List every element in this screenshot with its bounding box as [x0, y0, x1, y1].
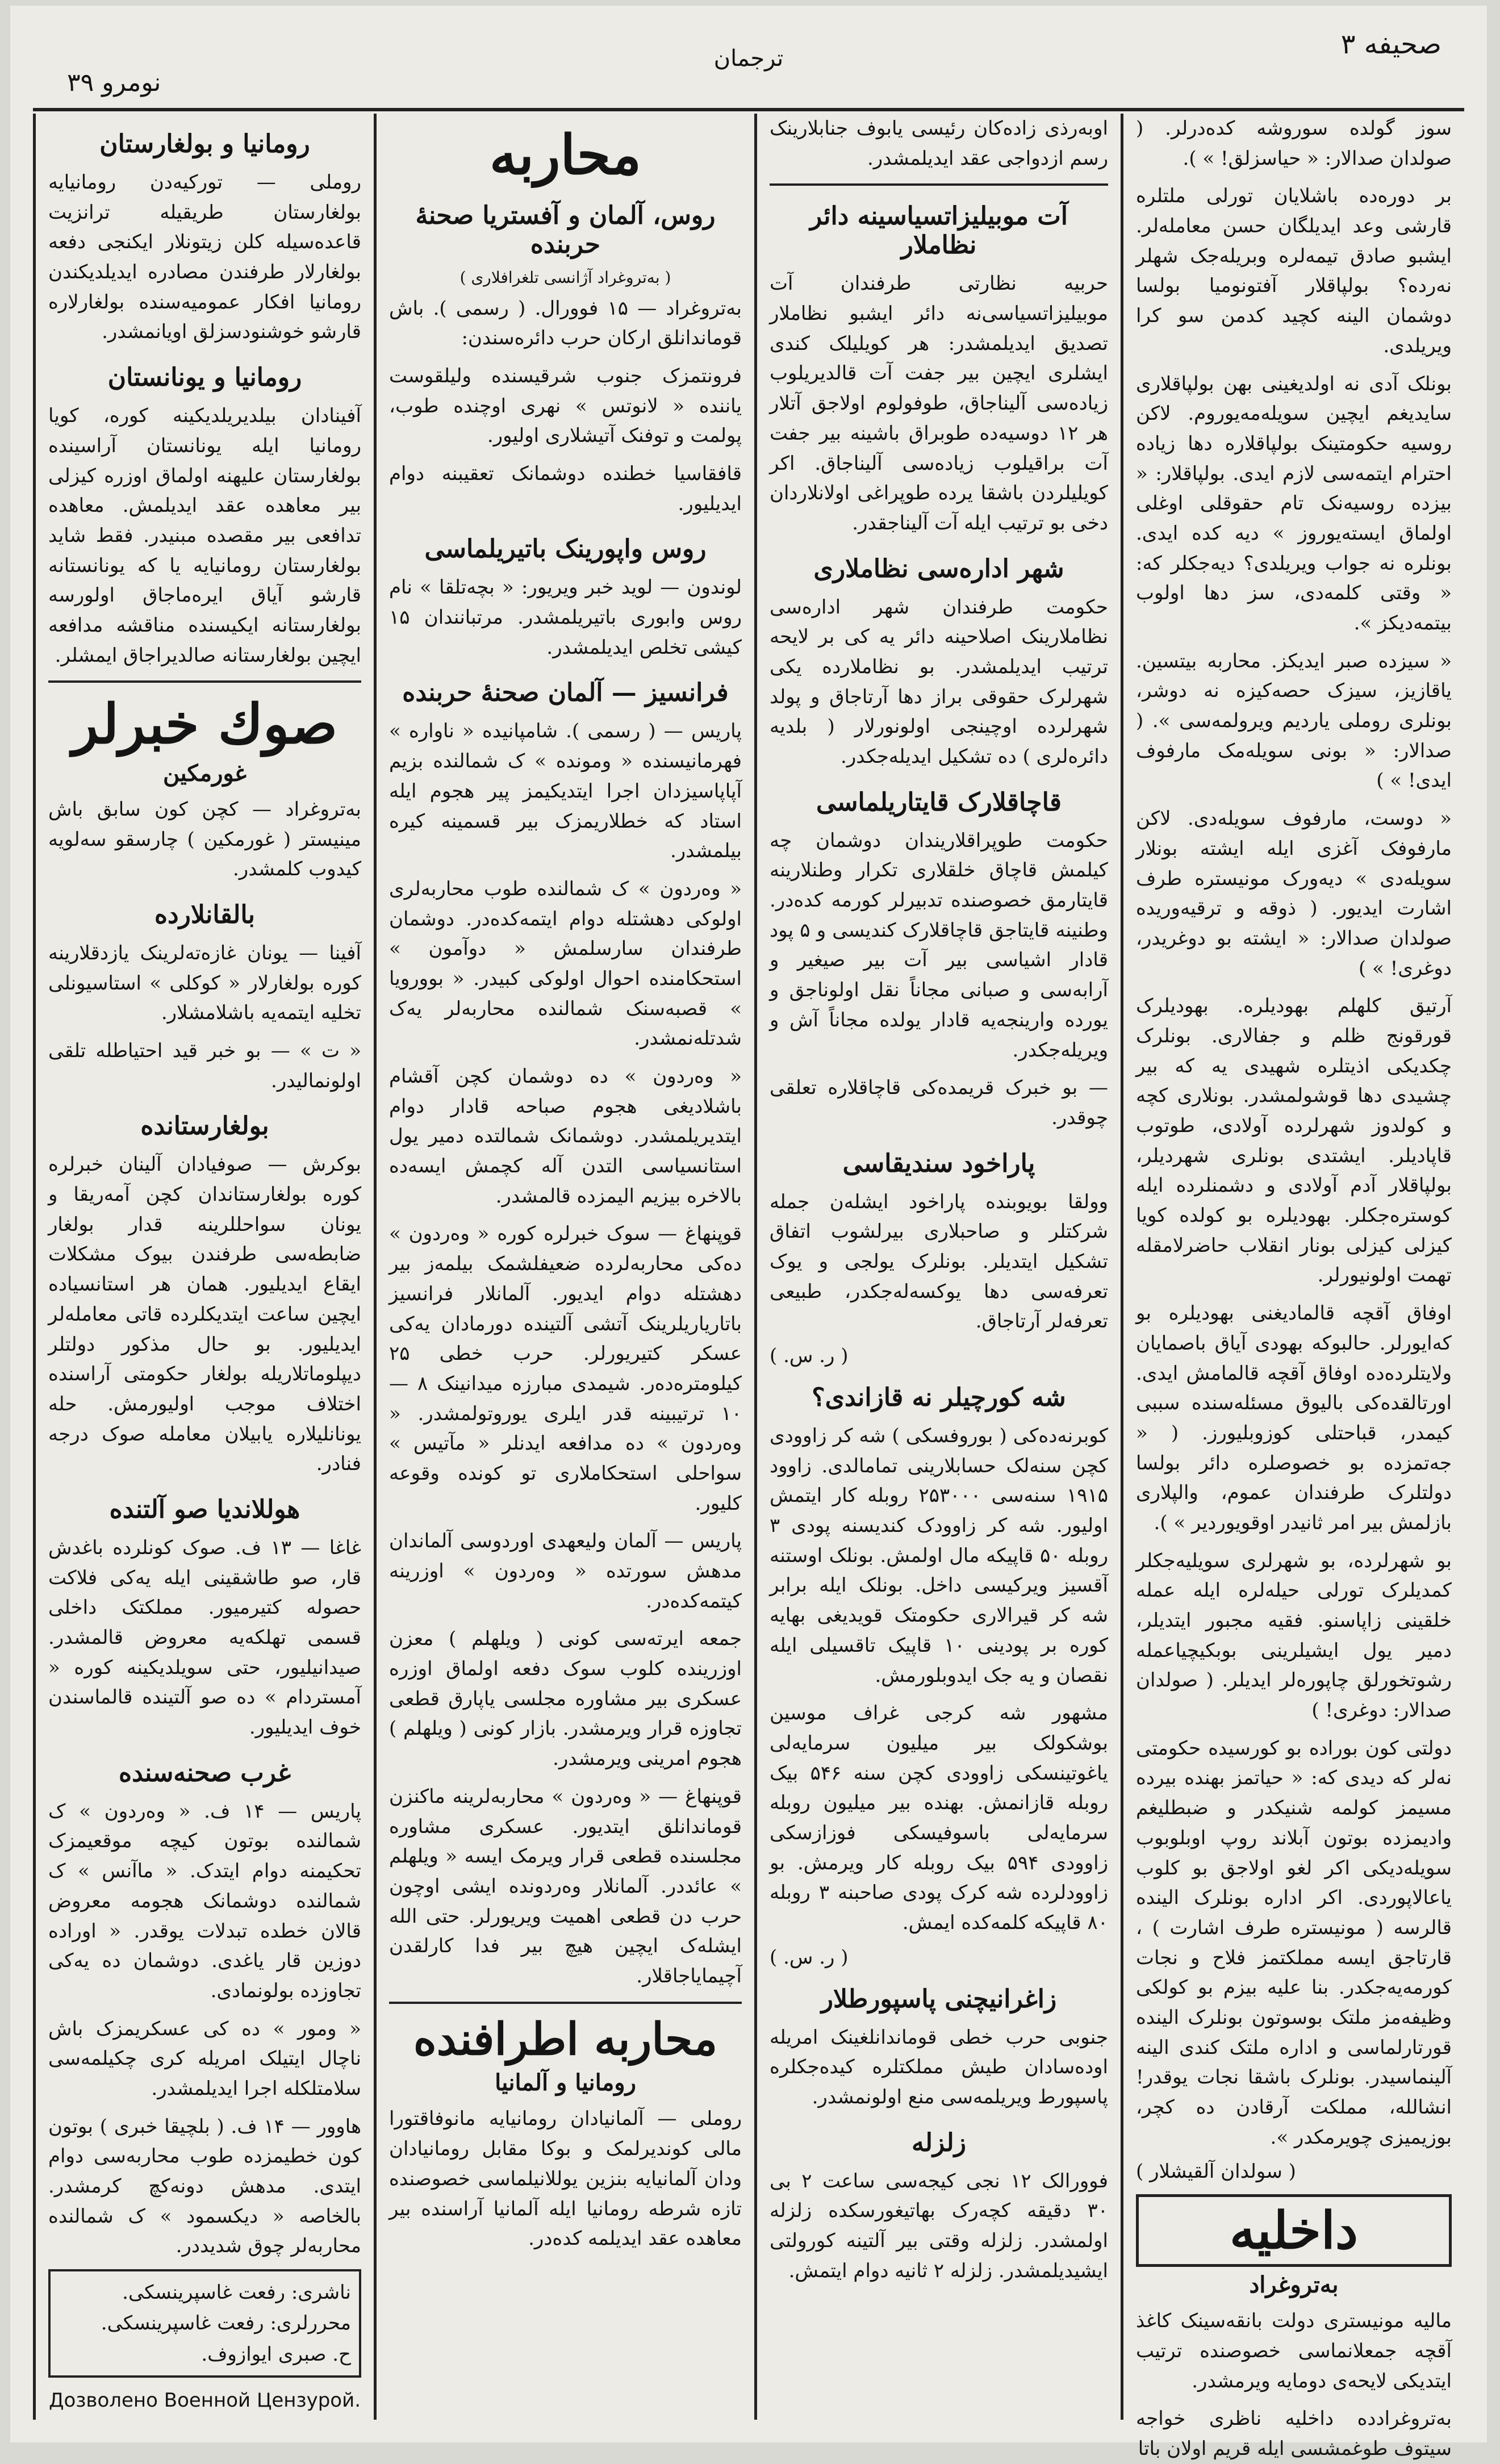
- editors-line: محررلری: رفعت غاسپرینسکی.: [101, 2312, 351, 2335]
- source-signature: ( ر. س. ): [770, 1945, 849, 1969]
- paragraph: روملی — تورکیه‌دن رومانیایه بولغارستان طریقیله ترانزیت قاعده‌سیله کلن زیتونلار ایکنجی دفعه بولغارلار طرفندن مصادره ایدیلدیکندن رومانیا افکار عمومیه‌سنده بولغارلاره قارشو خوشنودسزلق اویانمشدر.: [48, 171, 361, 344]
- editors-line-2: ح. صبری ایوازوف.: [201, 2342, 351, 2366]
- article-heading: رومانیا و یونانستان: [107, 363, 302, 392]
- article-heading: شه کورچیلر نه قازاندی؟: [812, 1383, 1066, 1412]
- article-heading: غرب صحنه‌سنده: [119, 1758, 291, 1788]
- paragraph: بو شهرلرده، بو شهرلری سویلیه‌جکلر کمدیلرک تورلی حیله‌لره ایله عمله خلقینی زاپاسنو. فقیه مجبور ایتدیلر، دمیر یول ایشیلرینی بوبکیچیاعمله رشوتخورلق چاپوره‌لر ایدیلر. ( صولدان صدالار: دوغری! ): [1136, 1549, 1452, 1722]
- article-heading: زلزله: [912, 2128, 966, 2157]
- paragraph: قوپنهاغ — « وه‌ردون » محاربه‌لرینه ماکنزن قوماندانلق ایتدیور. عسکری مشاوره مجلسنده قطعی قرار ویرمک ایسه « ویلهلم » عائددر. آلمانلار وه‌ردونده ایشی اوچون حرب دن قطعی اهمیت ویریورلر. حتی الله ایشله‌ک ایچین هیچ بیر فدا کارلقدن آچیمایاجاقلار.: [389, 1785, 742, 1987]
- paragraph: « ت » — بو خبر قید احتیاطله تلقی اولونمالیدر.: [48, 1039, 361, 1092]
- paragraph: به‌تروغراد — ۱۵ فوورال. ( رسمی ). باش قوماندانلق ارکان حرب دائره‌سندن:: [389, 296, 742, 350]
- section-title-latest-news: صوك خبرلر: [72, 692, 338, 757]
- paragraph: اوبه‌رذی زاده‌کان رئیسی یابوف جنابلارینک رسم ازدواجی عقد ایدیلمشدر.: [770, 117, 1108, 170]
- divider: [389, 2002, 742, 2004]
- issue-number: نومرو ۳۹: [67, 68, 161, 97]
- paragraph: مشهور شه کرجی غراف موسین بوشکولک بیر میلیون سرمایه‌لی یاغوتینسکی زاوودی کچن سنه ۵۴۶ بیک روبله قازانمش. بهنده بیر میلیون روبله سرمایه‌لی باسوفیسکی فوزازسکی زاوودی ۵۹۴ بیک روبله کار ویرمش. بو زاوودلرده شه کرک پودی صاحبنه ۳ روبله ۸۰ قاپیکه کلمه‌کده ایمش.: [770, 1702, 1109, 1934]
- article-heading: آت موبیلیزاتسیاسینه دائر نظاملار: [810, 202, 1068, 260]
- paragraph: « وه‌ردون » ک شمالنده طوب محاربه‌لری اولوکی دهشتله دوام ایتمه‌کده‌در. دوشمان طرفندان سارسلمش « دوآمون » استحکامنده احوال اولوکی کبیدر. « بوورویا » قصبه‌سنک شمالنده محاربه‌لر یه‌ک شدتله‌نمشدر.: [389, 877, 742, 1050]
- paragraph: « ومور » ده کی عسکریمزک باش ناچال ایتیلک امریله کری چکیلمه‌سی سلامتلکله اجرا ایدیلمشدر.: [48, 2017, 361, 2100]
- article-heading: غورمکین: [163, 759, 246, 787]
- paragraph: آفینادان بیلدیریلدیکینه کوره، کویا رومانیا ایله یونانستان آراسینده بولغارستان علیهنه اولماق اوزره کیزلی بیر معاهده عقد ایدیلمش. معاهده تدافعی بیر مقصده مبنیدر. فقط شاید بولغارستان رومانیایه یا که یونانستانه قارشو آیاق ایره‌ماجاق اولورسه بولغارستانه ایکیسنده مناقشه مدافعه ایچین بولغارستانه صالدیراجاق ایمشلر.: [48, 404, 361, 667]
- paragraph: غاغا — ۱۳ ف. صوک کونلرده باغدش قار، صو طاشقینی ایله یه‌کی فلاکت حصوله کتیرمیور. مملکتک داخلی قسمی تهلکه‌یه معروض قالمشدر. صیدانیلیور، حتی سویلدیکینه کوره « آمستردام » ده صو آلتینده قالماسندن خوف ایدیلیور.: [48, 1536, 361, 1739]
- article-heading: پاراخود سندیقاسی: [842, 1149, 1035, 1178]
- paragraph: قوپنهاغ — سوک خبرلره کوره « وه‌ردون » ده‌کی محاربه‌لرده ضعیفلشمک بیلمه‌ز بیر دهشتله دوام ایدیور. آلمانلار فرانسیز باتاریاریلرینک آتشی آلتینده دورمادان یه‌کی عسکر کتیریورلر. حرب خطی ۲۵ کیلومتره‌ده‌ر. شیمدی مبارزه میدانینک ۸ — ۱۰ ترتیبینه قدر ایلری یوروتولمشدر. « وه‌ردون » ده مدافعه ایدنلر « مآتیس » سواحلی استحکاملاری تو کونده وقوعه کلیور.: [389, 1222, 742, 1515]
- column-3: [374, 114, 754, 2420]
- publisher-line: ناشری: رفعت غاسپرینسکی.: [122, 2281, 351, 2304]
- article-heading: روس، آلمان و آفستریا صحنهٔ حربنده: [415, 201, 716, 259]
- paragraph: مالیه مونیستری دولت بانقه‌سینک کاغذ آقچه جمعلانماسی خصوصنده ترتیب ایتدیکی لایحه‌ی دومایه ویرمشدر.: [1136, 2310, 1452, 2392]
- paragraph: هاوور — ۱۴ ف. ( بلچیقا خبری ) بوتون کون خطیمزده طوب محاربه‌سی دوام ایتدی. مدهش دونه‌کچ کرمشدر. بالخاصه « دیکسمود » ک شمالنده محاربه‌لر چوق شدیددر.: [48, 2115, 361, 2258]
- source-signature: ( ر. س. ): [770, 1344, 849, 1367]
- section-title-daxiliye: داخلیه: [1136, 2194, 1452, 2267]
- paragraph: لوندون — لوید خبر ویریور: « بچه‌تلقا » نام روس وابوری باتیریلمشدر. مرتبانندان ۱۵ کیشی تخلص ایدیلمشدر.: [389, 576, 742, 659]
- paragraph: آفینا — یونان غازه‌ته‌لرینک یازدقلارینه کوره بولغارلار « کوکلی » استاسیونلی تخلیه ایتمه‌یه باشلامشلار.: [48, 941, 361, 1025]
- column-2: [754, 114, 1123, 2420]
- section-title-around-war: محاربه اطرافنده: [413, 2013, 718, 2065]
- article-heading: قاچاقلارک قایتاریلماسی: [816, 787, 1062, 817]
- paragraph: پاریس — ( رسمی ). شامپانیده « ناواره » فهرمانیسنده « ومونده » ک شمالنده بزیم آپاپاسیزدان اجرا ایتدیکیمز پیر هجوم ایله استاد که خطلاریمزک بیر قسمینه کیره بیلمشدر.: [389, 720, 742, 863]
- agency-note: ( به‌تروغراد آژانسی تلغرافلاری ): [459, 268, 671, 287]
- paragraph: حکومت طوپراقلاریندان دوشمان چه کیلمش قاچاق خلقلاری تکرار وطنلارینه قایتارمق خصوصنده تدبیرلر کورمه کده‌در. وطنینه قایتاجق قاچاقلارک کندیسی و ۵ پود قادار اشیاسی بیر آت بیر صیغیر و آرابه‌سی و صبانی مجاناً نقل اولوناجق و یورده وارینجه‌یه قادار یولده مجاناً آش و ویریله‌جکدر.: [770, 829, 1108, 1062]
- paragraph: بوکرش — صوفیادان آلینان خبرلره کوره بولغارستاندان کچن آمه‌ریقا و یونان سواحللرینه قدار بولغار ضابطه‌سی طرفندن بیوک مشکلات ایقاع ایدیلیور. همان هر استانسیاده ایچین ساعت ایتدیکلرده قاتی معامله‌لر ایدیلیور. بو حال مذکور دولتلر دیپلوماتلاریله بولغار حکومتی آراسنده اختلاف موجب اولیورمش. حله یونانلیلاره یابیلان معامله صوک درجه فنادر.: [48, 1153, 361, 1476]
- paragraph: روملی — آلمانیادان رومانیایه مانوفاقتورا مالی کوندیرلمک و بوکا مقابل رومانیادان ودان آلمانیایه بنزین یوللانیلماسی خصوصنده تازه شرطه رومانیا ایله آلمانیا آراسنده بیر معاهده عقد ایدیلمه کده‌در.: [389, 2107, 742, 2250]
- article-heading: زاغرانیچنی پاسپورطلار: [821, 1984, 1057, 2014]
- paragraph: سوز گولده سوروشه کده‌درلر. ( صولدان صدالار: « حیاسزلق! » ).: [1136, 117, 1452, 170]
- paragraph: قافقاسیا خطنده دوشمانک تعقیبنه دوام ایدیلیور.: [389, 462, 742, 515]
- paragraph: بر دوره‌ده باشلایان تورلی ملتلره قارشی وعد ایدیلگان حسن معامله‌لر. ایشبو صادق تیمه‌لره وبریله‌جک شهلر نه‌رده؟ بولپاقلار آفتونومیا بولسا دوشمان الینه کچید کدمن سو کرا ویریلدی.: [1136, 185, 1452, 357]
- paragraph: پاریس — آلمان ولیعهدی اوردوسی آلماندان مدهش سورتده « وه‌ردون » اوزرینه کیتمه‌کده‌در.: [389, 1530, 742, 1613]
- section-title-war: محاربه: [489, 123, 642, 187]
- paragraph: حکومت طرفندان شهر اداره‌سی نظاملارینک اصلاحینه دائر یه کی بر لایحه ترتیب ایدیلمشدر. بو نظاملارده یکی شهرلرک حقوقی براز دها آرتاجاق و پولد شهرلرده اوچینجی اولونورلار ( بلدیه دائره‌لری ) ده تشکیل ایدیله‌جکدر.: [770, 595, 1108, 768]
- paragraph: کوبرنه‌ده‌کی ( بوروفسکی ) شه کر زاوودی کچن سنه‌لک حسابلارینی تمامالدی. زاوود ۱۹۱۵ سنه‌سی ۲۵۳۰۰۰ روبله کار ایتمش اولیور. شه کر زاوودک کندیسنه پودی ۳ روبله ۵۰ قاپیکه مال اولمش. بونلک اوستنه آقسیز ویرکیسی داخل. بونلک ایله برابر شه کر قیرالاری حکومتک قویدیغی بهایه کوره بر پودینی ۱۰ قاپیک تاقسیلی ایله نقصان و یه جک اید‌وبلو‌رمش.: [770, 1425, 1109, 1687]
- paragraph: فرونتمزک جنوب شرقیسنده ولیلقوست یاننده « لانوتس » نهری اوچنده طوب، پولمت و توفنک آتیشلاری اولیور.: [389, 364, 742, 448]
- article-heading: رومانیا و بولغارستان: [99, 130, 310, 158]
- paragraph: دولتی کون بوراده بو کورسیده حکومتی نه‌لر که دیدی که: « حیاتمز بهنده بیرده مسیمز کولمه شنیکدر و ضبطلیغم وادیمزده بوتون آبلاند روپ اوبلوبوب سویله‌دیکی اکر لغو اولاجق بو کلوب یاعالاپوردی. اکر اداره بونلرک الینده قالرسه ( مونیستره طرف اشارت ) ، قارتاجق ایسه مملکتمز فلاح و نجات کورمه‌یه‌جکدر. بنا علیه بیزم بو کولکی وظیفه‌مز ملتک بوسوتون بونلرک الینده قورتارلماسی و اداره ملتک کندی الینه آلینماسیدر. بونلرک باشقا نجات یوقدر! انشالله، مملکت آرقادن ده کچر، بوزیمیزی چویرمکدر ».: [1136, 1736, 1452, 2149]
- paragraph: به‌تروغرادده داخلیه ناظری خواجه سیتوف طوغمشسی ایله قریم اولان باتا: [1136, 2407, 1452, 2461]
- column-4: [33, 114, 374, 2420]
- paragraph: پاریس — ۱۴ ف. « وه‌ردون » ک شمالنده بوتون کیچه موقعیمزک تحکیمنه دوام ایتدک. « ماآنس » ک شمالنده دوشمانک هجومه معروض قالان خطده تبدلات یوقدر. « اوراده دوزین قار یاغدی. دوشمان ده یه‌کی تجاوزده بولونمادی.: [48, 1799, 361, 2002]
- paragraph: اوفاق آقچه قالمادیغنی بهودیلره بو که‌ایورلر. حالبوکه بهودی آیاق باصمایان ولایتلرده‌ده اوفاق آقچه قالمامش ایدی. اورتالقده‌کی بالیوق مسئله‌سنده سببی کیمدر، قباحتلی کوزوبلیورز. ( « جه‌تمزده بو خصوصلره دائر بولسا دولتلرک طرفندان عموم، والپلاری بازلمش بیر امر ثانیدر اوقویوردیر » ).: [1136, 1302, 1452, 1534]
- article-heading: رومانیا و آلمانیا: [495, 2069, 636, 2097]
- applause-note: ( سولدان آلقیشلار ): [1136, 2160, 1296, 2183]
- newspaper-page: [10, 6, 1487, 2461]
- paragraph: « سیزده صبر ایدیکز. محاربه بیتسین. یاقازیز، سیزک حصه‌کیزه نه دوشر، بونلری روملی یاردیم ویرولمه‌سی ». ( صدالار: « بونی سویله‌مک مارفوف ایدی! » ): [1136, 649, 1452, 792]
- editorial-credits: [48, 2269, 361, 2378]
- paragraph: جمعه ایرته‌سی کونی ( ویلهلم ) معزن اوزرینده کلوب سوک دفعه اولماق اوزره عسکری بیر مشاوره مجلسی یاپارق قطعی تجاوزه قرار ویرمشدر. بازار کونی ( ویلهلم ) هجوم امرینی ویرمشدر.: [389, 1627, 742, 1770]
- paragraph: « دوست، مارفوف سویله‌دی. لاکن مارفوفک آغزی ایله ایشته بونلار سویله‌دی » دیه‌ورک مونیستره طرف اشارت ایدیور. ( ذوقه و ترقیه‌وریده صولدان صدالار: « ایشته بو دوغریدر، دوغری! » ): [1136, 807, 1452, 980]
- article-heading: بالقانلارده: [154, 900, 256, 929]
- newspaper-title: ترجمان: [713, 45, 784, 72]
- paragraph: فوورالک ۱۲ نجی کیجه‌سی ساعت ۲ بی ۳۰ دقیقه کچه‌رک بهاتیغورسکده زلزله اولمشدر. زلزله وقتی بیر آلتینه کورولتی ایشیدیلمشدر. زلزله ۲ ثانیه دوام ایتمش.: [770, 2169, 1108, 2282]
- masthead: [33, 6, 1464, 111]
- column-1: [1123, 114, 1464, 2461]
- divider: [770, 183, 1108, 186]
- censorship-imprint: Дозволено Военной Цензурой.: [48, 2389, 361, 2412]
- dateline: به‌تروغراد: [1249, 2271, 1339, 2299]
- paragraph: « وه‌ردون » ده دوشمان کچن آقشام باشلادیغی هجوم صباحه قادار دوام ایتدیریلمشدر. دوشمانک شمالتده دمیر یول استانسیاسی التدن آله کچمش ایسه‌ده بالاخره بیزیم الیمزده قالمشدر.: [389, 1065, 742, 1208]
- article-heading: شهر اداره‌سی نظاملاری: [813, 554, 1064, 583]
- paragraph: — بو خبرک قریمده‌کی قاچاقلاره تعلقی چوقدر.: [770, 1076, 1108, 1129]
- divider: [48, 680, 361, 683]
- article-heading: هوللاندیا صو آلتنده: [109, 1494, 300, 1524]
- paragraph: به‌تروغراد — کچن کون سابق باش مینیستر ( غورمکین ) چارسقو سه‌لویه کیدوب کلمشدر.: [48, 797, 361, 881]
- page-number: صحیفه ۳: [1340, 28, 1441, 60]
- paragraph: جنوبی حرب خطی قوماندانلغینک امریله اوده‌سادان طیش مملکتلره کیده‌جکلره پاسپورط ویریلمه‌سی منع اولونمشدر.: [770, 2026, 1108, 2109]
- paragraph: وولقا بویوبنده پاراخود ایشله‌ن جمله شرکتلر و صاحبلاری بیرلشوب اتفاق تشکیل ایتدیلر. بونلرک یولجی و یوک تعرفه‌سی دها یوکسه‌له‌جکدر، طبیعی تعرفه‌لر آرتاجاق.: [770, 1190, 1108, 1333]
- paragraph: آرتیق کلهلم بهودیلره. بهودیلرک قورقونج ظلم و جفالاری. بونلرک چکدیکی اذیتلره شهیدی یه که بیر چشیدی دها قوشولمشدر. بونلاری کچه و کولدوز شهرلرده آولادی، طوتوب قاپادیلر. ایشتدی بونلری شهردیلر، بولپاقلار آدم آولادی و دشمنلرده ایله کوستره‌جکلر. بهودیلره بو کولده کویا کیزلی کیزلی بونار انقلاب حاضرلامقله تهمت اولونیورلر.: [1136, 995, 1452, 1287]
- paragraph: بونلک آدی نه اولدیغینی بهن بولپاقلاری سایدیغم ایچین سویله‌مه‌یوروم. لاکن روسیه حکومتینک بولپاقلاره دها زیاده احترام ایتمه‌سی لازم ایدی. بولپاقلار: « بیزده روسیه‌نک تام حقوقلی اوغلی اولماق ایسته‌یوروز » دیه کده ایدی. بونلره نه جواب ویریلدی؟ دیه‌جکلر که: « وقتی کلمه‌دی، سز دها اولوب بیتمه‌دیکز ».: [1136, 372, 1452, 634]
- article-heading: بولغارستانده: [140, 1112, 269, 1141]
- paragraph: حربیه نظارتی طرفندان آت موبیلیزاتسیاسی‌نه دائر ایشبو نظاملار تصدیق ایدیلمشدر: هر کویلیلک کندی ایشلری ایچین بیر جفت آت قالدیریلوب زیاده‌سی آلیناجاق، طوفولوم اولاجق آتلار هر ۱۲ دوسیه‌ده طوبراق باشینه بیر جفت آت براقیلوب زیاده‌سی آلیناجاق. اکر کویلیلردن باشقا یرده طوپراغی اولانلاردان دخی بو ترتیب ایله آت آلیناجقدر.: [770, 272, 1108, 534]
- article-heading: فرانسیز — آلمان صحنهٔ حربنده: [402, 678, 729, 708]
- article-heading: روس واپورینک باتیریلماسی: [424, 534, 707, 564]
